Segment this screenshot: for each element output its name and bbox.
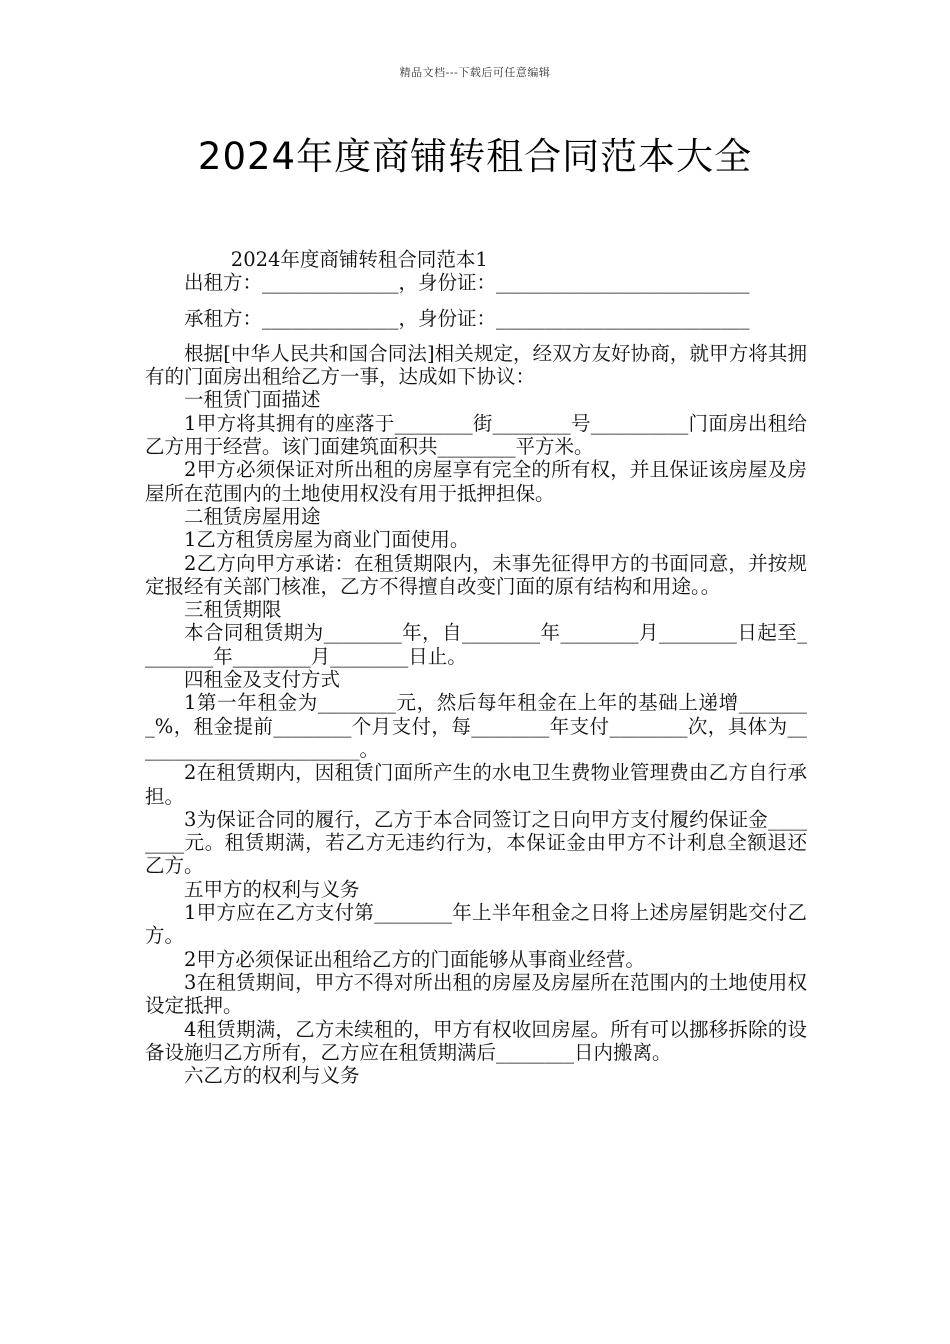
clause-5-2: 2甲方必须保证出租给乙方的门面能够从事商业经营。 xyxy=(184,947,645,971)
lessor-line: 出租方：______________，身份证：__________________________ xyxy=(184,271,750,295)
section-heading-4: 四租金及支付方式 xyxy=(184,668,341,692)
section-heading-2: 二租赁房屋用途 xyxy=(184,504,321,528)
clause-5-1: 1甲方应在乙方支付第________年上半年租金之日将上述房屋钥匙交付乙方。 xyxy=(145,901,807,948)
lessee-line: 承租方：______________，身份证：__________________________ xyxy=(184,306,750,330)
clause-4-3: 3为保证合同的履行，乙方于本合同签订之日向甲方支付履约保证金________元。租赁期满，若乙方无违约行为，本保证金由甲方不计利息全额退还乙方。 xyxy=(145,807,807,878)
section-heading-1: 一租赁门面描述 xyxy=(184,388,321,412)
contract-body xyxy=(145,248,807,1087)
clause-2-1: 1乙方租赁房屋为商业门面使用。 xyxy=(184,528,470,552)
section-heading-5: 五甲方的权利与义务 xyxy=(184,877,360,901)
document-title: 2024年度商铺转租合同范本大全 xyxy=(197,135,753,178)
section-subtitle: 2024年度商铺转租合同范本1 xyxy=(230,248,488,271)
preamble-paragraph: 根据[中华人民共和国合同法]相关规定，经双方友好协商，就甲方将其拥有的门面房出租给乙方一事，达成如下协议： xyxy=(145,341,807,389)
clause-5-4: 4租赁期满，乙方未续租的，甲方有权收回房屋。所有可以挪移拆除的设备设施归乙方所有，乙方应在租赁期满后________日内搬离。 xyxy=(145,1017,807,1064)
clause-2-2: 2乙方向甲方承诺：在租赁期限内，未事先征得甲方的书面同意，并按规定报经有关部门核准，乙方不得擅自改变门面的原有结构和用途。。 xyxy=(145,551,807,598)
clause-5-3: 3在租赁期间，甲方不得对所出租的房屋及房屋所在范围内的土地使用权设定抵押。 xyxy=(145,970,807,1018)
section-heading-3: 三租赁期限 xyxy=(184,598,282,622)
clause-1-1: 1甲方将其拥有的座落于________街________号__________门面房出租给乙方用于经营。该门面建筑面积共________平方米。 xyxy=(145,411,807,459)
clause-1-2: 2甲方必须保证对所出租的房屋享有完全的所有权，并且保证该房屋及房屋所在范围内的土地使用权没有用于抵押担保。 xyxy=(145,458,807,505)
clause-4-2: 2在租赁期内，因租赁门面所产生的水电卫生费物业管理费由乙方自行承担。 xyxy=(145,761,807,808)
clause-3-1: 本合同租赁期为________年，自________年________月________日起至________年________月________日止。 xyxy=(145,621,807,668)
clause-4-1: 1第一年租金为________元，然后每年租金在上年的基础上递增________%，租金提前________个月支付，每________年支付________次，具体为________________________。 xyxy=(145,691,807,761)
section-heading-6: 六乙方的权利与义务 xyxy=(184,1064,360,1088)
header-note: 精品文档---下载后可任意编辑 xyxy=(399,66,551,79)
